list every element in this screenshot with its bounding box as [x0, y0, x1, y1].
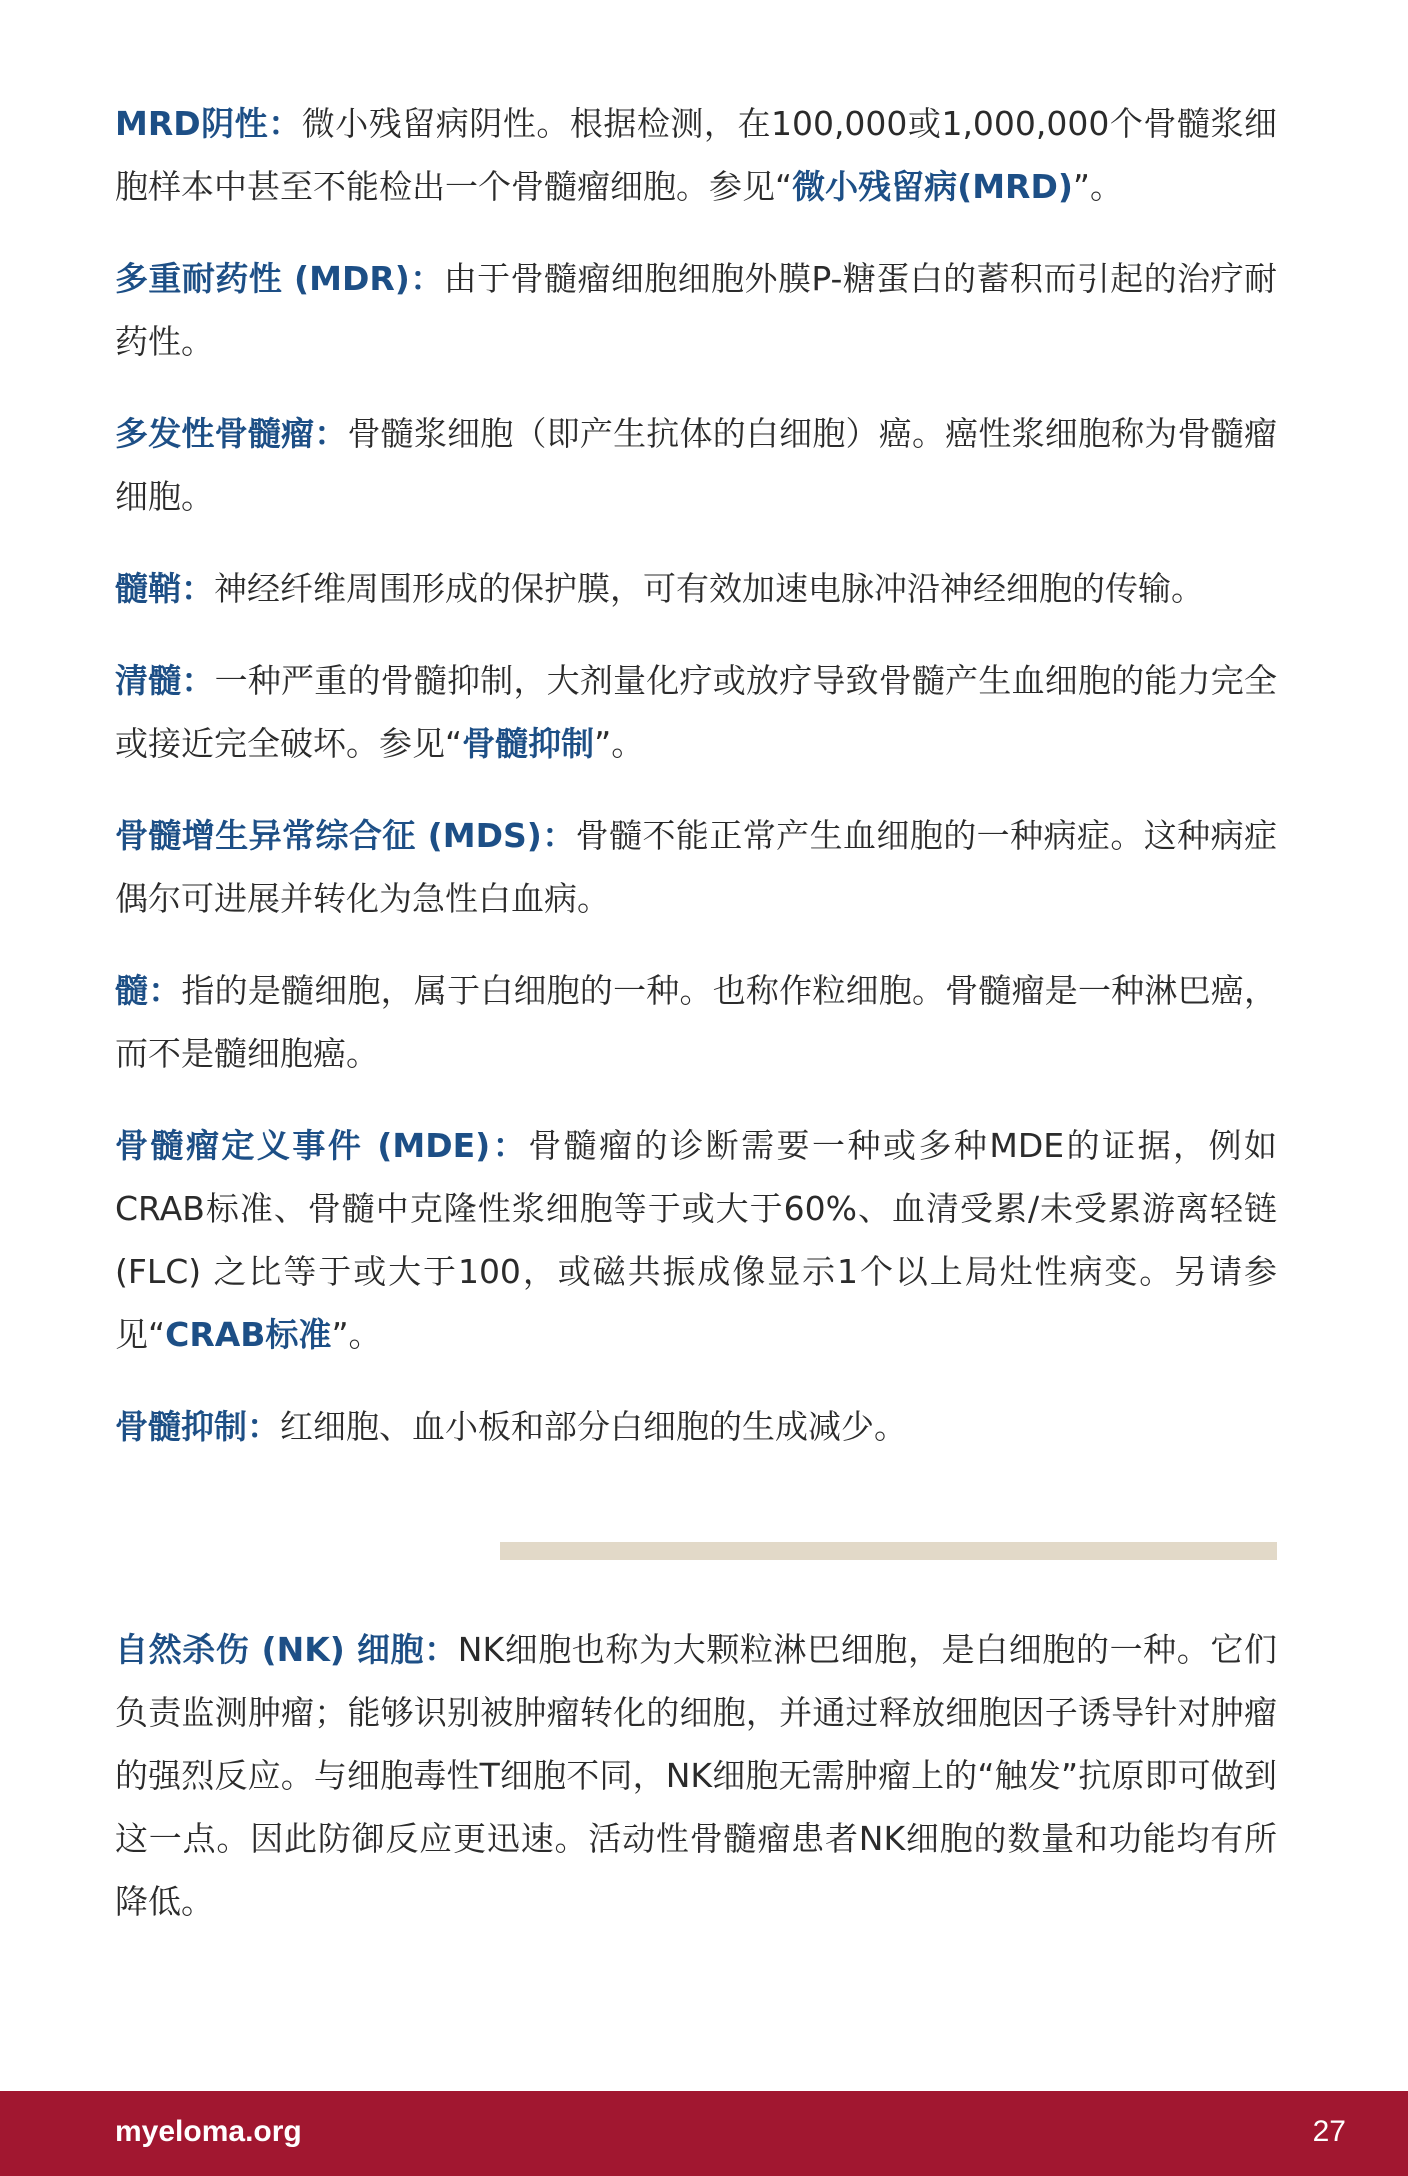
entry-text: 骨髓不能正常产生血细胞的一种病症。这种病症偶尔可进展并转化为急性白血病。 — [115, 816, 1277, 918]
entry-text: NK细胞也称为大颗粒淋巴细胞，是白细胞的一种。它们负责监测肿瘤；能够识别被肿瘤转化的细胞，并通过释放细胞因子诱导针对肿瘤的强烈反应。与细胞毒性T细胞不同，NK细胞无需肿瘤上的“触发”抗原即可做到这一点。因此防御反应更迅速。活动性骨髓瘤患者NK细胞的数量和功能均有所降低。 — [115, 1630, 1277, 1921]
footer-website-link[interactable]: myeloma.org — [115, 2115, 302, 2148]
entry-text: ”。 — [331, 1315, 382, 1354]
entry-text: 由于骨髓瘤细胞细胞外膜P-糖蛋白的蓄积而引起的治疗耐药性。 — [115, 259, 1277, 361]
glossary-entry-myeloid — [115, 959, 1277, 1085]
entry-term: 自然杀伤 (NK) 细胞： — [115, 1630, 458, 1669]
entry-text: 一种严重的骨髓抑制，大剂量化疗或放疗导致骨髓产生血细胞的能力完全或接近完全破坏。参见“ — [115, 661, 1278, 763]
cross-reference-link[interactable]: 骨髓抑制 — [462, 724, 595, 763]
glossary-entry-myeloablative — [115, 649, 1277, 775]
glossary-entry-nk-cell — [115, 1618, 1277, 1933]
page-footer — [0, 2091, 1408, 2176]
entry-term: MRD阴性： — [115, 104, 302, 143]
glossary-entry-mds — [115, 804, 1277, 930]
entry-term: 多重耐药性 (MDR)： — [115, 259, 444, 298]
glossary-entry-myelosuppression — [115, 1395, 1277, 1458]
entry-term: 骨髓瘤定义事件 (MDE)： — [115, 1126, 529, 1165]
entry-term: 骨髓抑制： — [115, 1407, 280, 1446]
entry-term: 多发性骨髓瘤： — [115, 414, 348, 453]
entry-text: 红细胞、血小板和部分白细胞的生成减少。 — [280, 1407, 907, 1446]
page-number: 27 — [1312, 2115, 1346, 2148]
section-divider — [500, 1542, 1277, 1560]
entry-term: 清髓： — [115, 661, 215, 700]
glossary-entry-mde — [115, 1114, 1277, 1366]
glossary-entry-multiple-myeloma — [115, 402, 1277, 528]
entry-text: 神经纤维周围形成的保护膜，可有效加速电脉冲沿神经细胞的传输。 — [214, 569, 1204, 608]
cross-reference-link[interactable]: 微小残留病(MRD) — [792, 167, 1073, 206]
glossary-content — [115, 92, 1277, 1962]
glossary-entry-mdr — [115, 247, 1277, 373]
entry-text: 指的是髓细胞，属于白细胞的一种。也称作粒细胞。骨髓瘤是一种淋巴癌，而不是髓细胞癌。 — [115, 971, 1278, 1073]
entry-text: ”。 — [1072, 167, 1124, 206]
entry-text: 骨髓瘤的诊断需要一种或多种MDE的证据，例如CRAB标准、骨髓中克隆性浆细胞等于或大于60%、血清受累/未受累游离轻链 (FLC) 之比等于或大于100，或磁共振成像显示1个以上局灶性病变。另请参见“ — [115, 1126, 1277, 1354]
entry-term: 骨髓增生异常综合征 (MDS)： — [115, 816, 576, 855]
entry-term: 髓： — [115, 971, 182, 1010]
entry-term: 髓鞘： — [115, 569, 214, 608]
glossary-entry-myelin — [115, 557, 1277, 620]
cross-reference-link[interactable]: CRAB标准 — [165, 1315, 332, 1354]
glossary-entry-mrd-negative — [115, 92, 1277, 218]
entry-text: ”。 — [594, 724, 645, 763]
entry-text: 微小残留病阴性。根据检测，在100,000或1,000,000个骨髓浆细胞样本中甚至不能检出一个骨髓瘤细胞。参见“ — [115, 104, 1277, 206]
entry-text: 骨髓浆细胞（即产生抗体的白细胞）癌。癌性浆细胞称为骨髓瘤细胞。 — [115, 414, 1278, 516]
